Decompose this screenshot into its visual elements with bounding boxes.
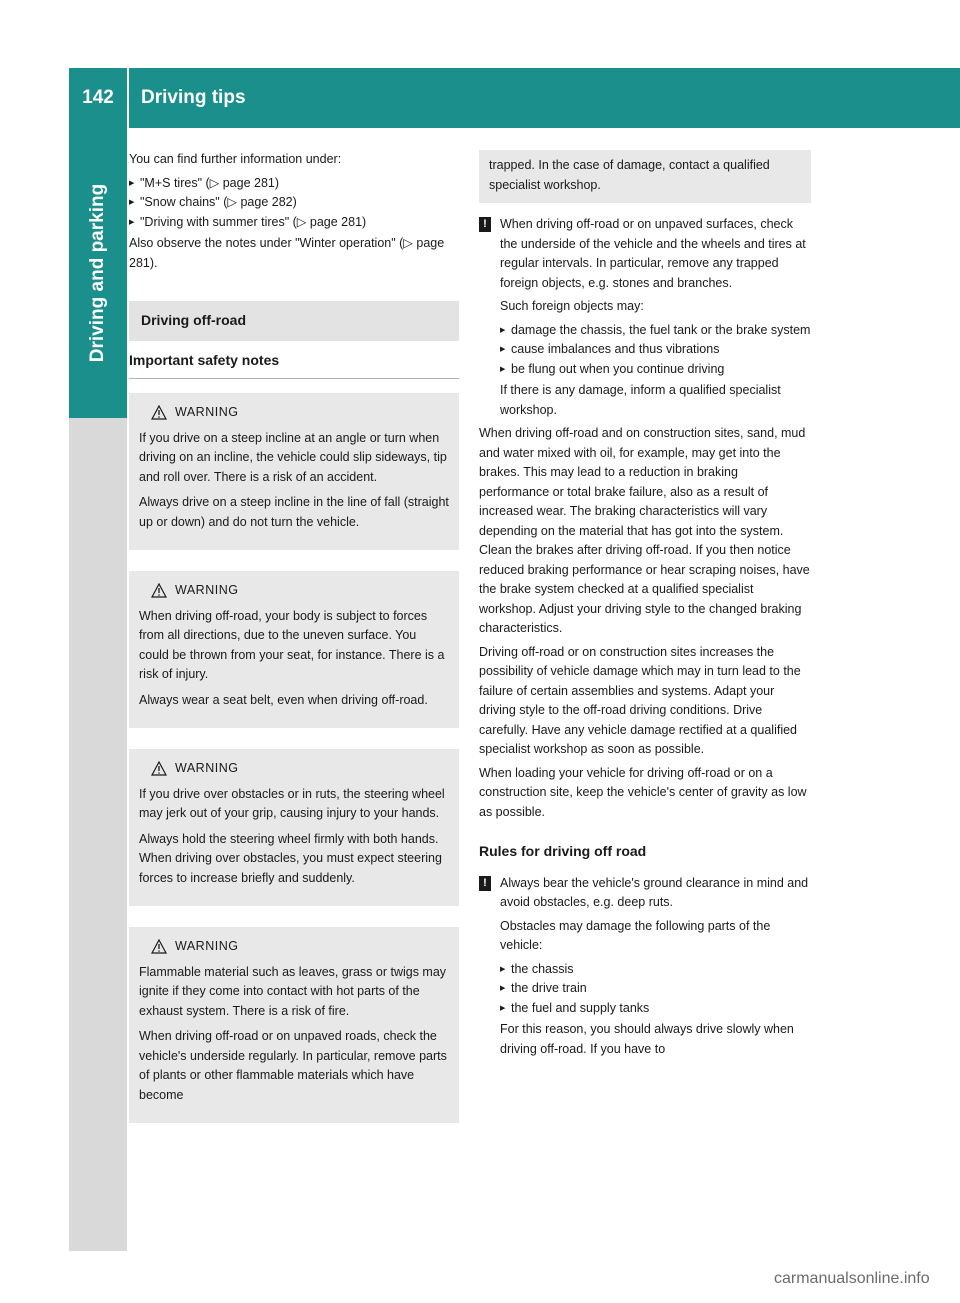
chapter-tab-label: Driving and parking [87, 183, 108, 363]
warning-label: WARNING [175, 405, 239, 419]
warning-header [151, 581, 449, 601]
subheading-safety-notes: Important safety notes [129, 351, 459, 380]
page-reference-link[interactable]: ▶ "Driving with summer tires" (▷ page 281) [129, 213, 459, 233]
warning-text: Always wear a seat belt, even when driving off-road. [139, 692, 428, 707]
warning-box [129, 749, 459, 906]
note-body [500, 874, 811, 1064]
list-item: ▶ cause imbalances and thus vibrations [500, 340, 811, 360]
also-observe-text: Also observe the notes under "Winter operation" (▷ page 281). [129, 236, 445, 270]
page-number: 142 [82, 87, 114, 108]
exclamation-icon: ! [479, 217, 491, 232]
warning-continued-box [479, 150, 811, 203]
note-block [479, 215, 811, 424]
warning-header [151, 759, 449, 779]
warning-box [129, 571, 459, 728]
list-item: ▶ the fuel and supply tanks [500, 999, 811, 1019]
note-list [500, 960, 811, 1019]
warning-triangle-icon [151, 939, 167, 954]
list-item: ▶ the chassis [500, 960, 811, 980]
body-paragraph: When loading your vehicle for driving off-road or on a construction site, keep the vehicle's center of gravity as low as possible. [479, 765, 807, 819]
note-after: If there is any damage, inform a qualified specialist workshop. [500, 383, 781, 417]
page-reference-link[interactable]: ▶ "Snow chains" (▷ page 282) [129, 193, 459, 213]
warning-text: When driving off-road or on unpaved roads, check the vehicle's underside regularly. In particular, remove parts of plants or other flammable materials which have become [139, 1029, 447, 1102]
warning-text: Always hold the steering wheel firmly with both hands. When driving over obstacles, you must expect steering forces to increase briefly and suddenly. [139, 831, 442, 885]
warning-text: If you drive on a steep incline at an angle or turn when driving on an incline, the vehicle could slip sideways, tip and roll over. There is a risk of an accident. [139, 430, 447, 484]
section-title: Driving off-road [129, 301, 459, 341]
left-column [129, 150, 459, 1144]
further-info-list [129, 174, 459, 233]
warning-triangle-icon [151, 583, 167, 598]
warning-box [129, 393, 459, 550]
warning-text: Always drive on a steep incline in the line of fall (straight up or down) and do not turn the vehicle. [139, 495, 449, 529]
note-body [500, 215, 811, 424]
list-item: ▶ the drive train [500, 979, 811, 999]
warning-header [151, 937, 449, 957]
header-divider [127, 68, 129, 128]
page-reference-link[interactable]: ▶ "M+S tires" (▷ page 281) [129, 174, 459, 194]
page-title: Driving tips [141, 87, 246, 108]
warning-text: When driving off-road, your body is subject to forces from all directions, due to the uneven surface. You could be thrown from your seat, for instance. There is a risk of injury. [139, 608, 445, 681]
exclamation-icon: ! [479, 876, 491, 891]
list-item: ▶ be flung out when you continue driving [500, 360, 811, 380]
warning-continued-text: trapped. In the case of damage, contact a qualified specialist workshop. [489, 158, 770, 192]
warning-box [129, 927, 459, 1123]
warning-label: WARNING [175, 583, 239, 597]
warning-triangle-icon [151, 761, 167, 776]
warning-label: WARNING [175, 761, 239, 775]
warning-text: If you drive over obstacles or in ruts, the steering wheel may jerk out of your grip, causing injury to your hands. [139, 786, 445, 820]
list-item: ▶ damage the chassis, the fuel tank or the brake system [500, 321, 811, 341]
note-block [479, 874, 811, 1064]
right-column [479, 150, 811, 1063]
body-paragraph: When driving off-road and on construction sites, sand, mud and water mixed with oil, for example, may get into the brakes. This may lead to a reduction in braking performance or total brake failure, also as a result of increased wear. The braking characteristics will vary depending on the material that has got into the system. Clean the brakes after driving off-road. If you then notice reduced braking performance or hear scraping noises, have the brake system checked at a qualified specialist workshop. Adjust your driving style to the changed braking characteristics. [479, 426, 810, 635]
note-lead: Such foreign objects may: [500, 299, 644, 313]
note-text: Always bear the vehicle's ground clearance in mind and avoid obstacles, e.g. deep ruts. [500, 875, 809, 909]
note-lead: Obstacles may damage the following parts of the vehicle: [500, 918, 771, 952]
note-list [500, 321, 811, 380]
warning-header [151, 403, 449, 423]
warning-label: WARNING [175, 939, 239, 953]
warning-triangle-icon [151, 405, 167, 420]
rules-heading: Rules for driving off road [479, 843, 647, 859]
warning-text: Flammable material such as leaves, grass or twigs may ignite if they come into contact with hot parts of the exhaust system. There is a risk of fire. [139, 964, 447, 1018]
watermark-link[interactable]: carmanualsonline.info [774, 1270, 930, 1287]
body-paragraph: Driving off-road or on construction sites increases the possibility of vehicle damage which may in turn lead to the failure of certain assemblies and systems. Adapt your driving style to the off-road driving conditions. Drive carefully. Have any vehicle damage rectified at a qualified specialist workshop as soon as possible. [479, 644, 801, 756]
intro-text: You can find further information under: [129, 152, 342, 166]
note-text: When driving off-road or on unpaved surfaces, check the underside of the vehicle and the wheels and tires at regular intervals. In particular, remove any trapped foreign objects, e.g. stones and branches. [500, 217, 806, 290]
note-after: For this reason, you should always drive slowly when driving off-road. If you have to [500, 1022, 794, 1056]
